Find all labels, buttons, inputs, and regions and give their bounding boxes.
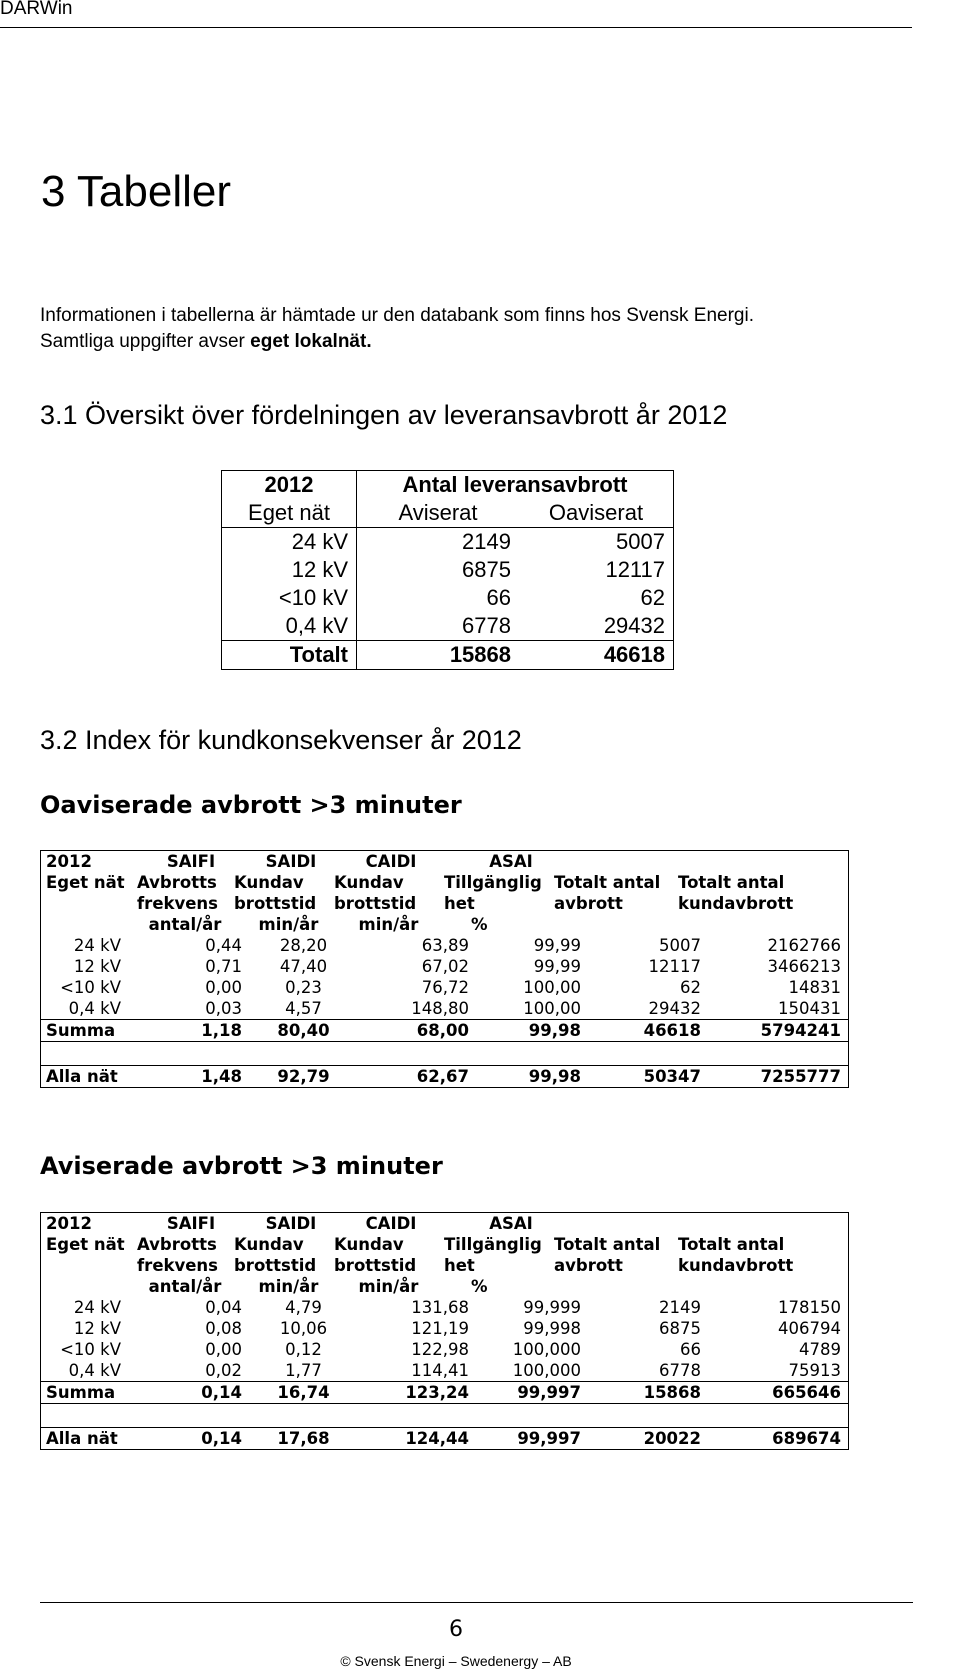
- cell-saifi: 0,00: [205, 1340, 242, 1359]
- cell-saidi: brottstid: [234, 1256, 317, 1275]
- cell-net: 24 kV: [222, 528, 357, 557]
- table-row: [41, 956, 848, 977]
- cell-total-customer-outages: kundavbrott: [678, 1256, 794, 1275]
- cell-caidi: 67,02: [421, 957, 469, 976]
- cell-total-outages: Totalt antal: [554, 1235, 661, 1254]
- cell-caidi: min/år: [358, 1277, 419, 1296]
- cell-oaviserat: 5007: [616, 529, 665, 554]
- cell-saidi: 17,68: [277, 1429, 330, 1448]
- unplanned-index-table: [40, 850, 849, 1088]
- table-row: [222, 612, 673, 641]
- intro-line-1: Informationen i tabellerna är hämtade ur den databank som finns hos Svensk Energi.: [40, 305, 754, 326]
- col-eget-nat: Eget nät: [222, 499, 357, 528]
- cell-asai: 99,997: [517, 1383, 581, 1402]
- cell-saifi: antal/år: [148, 915, 222, 934]
- cell-caidi: 62,67: [416, 1067, 469, 1086]
- table-header-row: [222, 471, 673, 499]
- cell-saidi: min/år: [258, 915, 319, 934]
- table-row: [222, 528, 673, 557]
- cell-net: Alla nät: [46, 1067, 118, 1086]
- cell-net: 24 kV: [73, 936, 121, 955]
- cell-net: Eget nät: [46, 873, 125, 892]
- cell-total-customer-outages: Totalt antal: [678, 1235, 785, 1254]
- cell-saifi: 1,48: [201, 1067, 242, 1086]
- cell-caidi: 123,24: [405, 1383, 469, 1402]
- cell-total-customer-outages: 14831: [788, 978, 841, 997]
- cell-total-outages: 62: [680, 978, 701, 997]
- cell-asai: %: [471, 1277, 488, 1296]
- cell-saidi: SAIDI: [265, 852, 317, 871]
- cell-saifi: 1,18: [201, 1021, 242, 1040]
- outage-count-table: [222, 471, 673, 669]
- header-row-names-cont: [41, 893, 848, 914]
- cell-asai: 100,000: [512, 1361, 581, 1380]
- header-row-names: [41, 1234, 848, 1255]
- cell-saidi: 16,74: [277, 1383, 330, 1402]
- cell-total-outages: 12117: [648, 957, 701, 976]
- cell-net: 2012: [46, 852, 92, 871]
- cell-net: Summa: [46, 1021, 116, 1040]
- header-row-units: [41, 914, 848, 935]
- cell-caidi: 131,68: [411, 1298, 469, 1317]
- cell-saidi: min/år: [258, 1277, 319, 1296]
- cell-asai: 99,998: [523, 1319, 581, 1338]
- cell-asai: %: [471, 915, 488, 934]
- cell-caidi: 76,72: [421, 978, 469, 997]
- cell-asai: Tillgänglig: [444, 873, 542, 892]
- cell-net: Summa: [46, 1383, 116, 1402]
- cell-saifi: 0,04: [205, 1298, 242, 1317]
- cell-caidi: min/år: [358, 915, 419, 934]
- cell-saifi: 0,02: [205, 1361, 242, 1380]
- intro-emphasis: eget lokalnät.: [250, 331, 372, 352]
- table-row: [41, 998, 848, 1019]
- cell-total-customer-outages: Totalt antal: [678, 873, 785, 892]
- cell-saifi: frekvens: [137, 1256, 218, 1275]
- cell-net: 12 kV: [222, 556, 357, 584]
- cell-total-customer-outages: 75913: [788, 1361, 841, 1380]
- header-row-names: [41, 872, 848, 893]
- cell-saidi: 0,12: [285, 1340, 322, 1359]
- cell-saidi: Kundav: [234, 1235, 304, 1254]
- spacer-row: [41, 1403, 848, 1427]
- cell-asai: het: [444, 894, 475, 913]
- all-networks-row: [41, 1065, 848, 1087]
- cell-total-outages: 2149: [659, 1298, 701, 1317]
- cell-asai: ASAI: [489, 852, 533, 871]
- cell-asai: 100,000: [512, 1340, 581, 1359]
- page-number: 6: [449, 1617, 463, 1642]
- cell-saidi: Kundav: [234, 873, 304, 892]
- cell-total-oaviserat: 46618: [519, 641, 673, 670]
- cell-total-customer-outages: 406794: [778, 1319, 841, 1338]
- cell-caidi: 148,80: [411, 999, 469, 1018]
- cell-total-customer-outages: 2162766: [767, 936, 841, 955]
- cell-saidi: 92,79: [277, 1067, 330, 1086]
- cell-total-outages: 5007: [659, 936, 701, 955]
- section-3-1-heading: 3.1 Översikt över fördelningen av leveransavbrott år 2012: [40, 400, 728, 430]
- header-title: Antal leveransavbrott: [402, 472, 628, 497]
- cell-asai: 100,00: [523, 999, 581, 1018]
- cell-caidi: 63,89: [421, 936, 469, 955]
- table-row: [41, 935, 848, 956]
- cell-saifi: antal/år: [148, 1277, 222, 1296]
- cell-saidi: brottstid: [234, 894, 317, 913]
- cell-net: Alla nät: [46, 1429, 118, 1448]
- table-row: [222, 584, 673, 612]
- all-networks-row: [41, 1427, 848, 1449]
- cell-net: 12 kV: [73, 1319, 121, 1338]
- cell-total-outages: avbrott: [554, 1256, 623, 1275]
- cell-total-outages: 6875: [659, 1319, 701, 1338]
- cell-net: 12 kV: [73, 957, 121, 976]
- cell-total-outages: 20022: [643, 1429, 701, 1448]
- cell-asai: het: [444, 1256, 475, 1275]
- header-rule: [0, 27, 912, 28]
- cell-asai: 99,99: [533, 936, 581, 955]
- cell-net: 0,4 kV: [222, 612, 357, 641]
- cell-saidi: 47,40: [279, 957, 328, 976]
- table-total-row: [222, 641, 673, 670]
- cell-asai: 99,98: [528, 1021, 581, 1040]
- header-row-names-cont: [41, 1255, 848, 1276]
- cell-saidi: 28,20: [279, 936, 328, 955]
- cell-net: <10 kV: [60, 1340, 121, 1359]
- cell-net: 24 kV: [73, 1298, 121, 1317]
- cell-saifi: Avbrotts: [137, 1235, 217, 1254]
- chapter-heading: 3 Tabeller: [41, 167, 231, 216]
- cell-net: 2012: [46, 1214, 92, 1233]
- cell-caidi: CAIDI: [365, 1214, 417, 1233]
- cell-total-outages: 6778: [659, 1361, 701, 1380]
- cell-saifi: 0,08: [205, 1319, 242, 1338]
- summa-row: [41, 1019, 848, 1041]
- app-title: DARWin: [0, 0, 73, 19]
- intro-line-2: Samtliga uppgifter avser eget lokalnät.: [40, 331, 372, 352]
- header-row-indices: [41, 851, 848, 872]
- planned-heading: Aviserade avbrott >3 minuter: [40, 1152, 443, 1180]
- cell-asai: 99,997: [517, 1429, 581, 1448]
- summa-row: [41, 1381, 848, 1403]
- table-column-row: [222, 499, 673, 528]
- cell-total-customer-outages: 689674: [772, 1429, 841, 1448]
- cell-asai: 99,999: [523, 1298, 581, 1317]
- cell-saidi: 1,77: [285, 1361, 322, 1380]
- cell-aviserat: 66: [486, 585, 511, 610]
- cell-saidi: 10,06: [279, 1319, 328, 1338]
- copyright: © Svensk Energi – Swedenergy – AB: [340, 1653, 572, 1669]
- cell-total-outages: 15868: [643, 1383, 701, 1402]
- cell-total-customer-outages: 150431: [778, 999, 841, 1018]
- header-year: 2012: [222, 471, 357, 499]
- cell-saifi: 0,00: [205, 978, 242, 997]
- cell-total-outages: 46618: [643, 1021, 701, 1040]
- table-row: [41, 977, 848, 998]
- cell-net: 0,4 kV: [68, 999, 121, 1018]
- unplanned-heading: Oaviserade avbrott >3 minuter: [40, 791, 462, 819]
- cell-aviserat: 6778: [462, 613, 511, 638]
- table-row: [41, 1339, 848, 1360]
- cell-saidi: 0,23: [285, 978, 322, 997]
- cell-saifi: 0,14: [201, 1429, 242, 1448]
- cell-oaviserat: 12117: [605, 557, 665, 582]
- cell-caidi: brottstid: [334, 1256, 417, 1275]
- cell-total-outages: 29432: [648, 999, 701, 1018]
- cell-caidi: Kundav: [334, 873, 404, 892]
- table-row: [222, 556, 673, 584]
- cell-net: <10 kV: [222, 584, 357, 612]
- section-3-2-heading: 3.2 Index för kundkonsekvenser år 2012: [40, 725, 522, 755]
- planned-index-table: [40, 1212, 849, 1450]
- header-row-units: [41, 1276, 848, 1297]
- cell-total-customer-outages: 178150: [778, 1298, 841, 1317]
- cell-net: 0,4 kV: [68, 1361, 121, 1380]
- cell-saifi: 0,71: [205, 957, 242, 976]
- cell-saidi: 4,79: [285, 1298, 322, 1317]
- cell-caidi: Kundav: [334, 1235, 404, 1254]
- cell-caidi: 124,44: [405, 1429, 469, 1448]
- intro-paragraph: [40, 303, 754, 355]
- cell-asai: 99,99: [533, 957, 581, 976]
- cell-asai: Tillgänglig: [444, 1235, 542, 1254]
- cell-total-customer-outages: 7255777: [760, 1067, 841, 1086]
- cell-total-outages: 50347: [643, 1067, 701, 1086]
- cell-caidi: 114,41: [411, 1361, 469, 1380]
- cell-caidi: CAIDI: [365, 852, 417, 871]
- cell-asai: 100,00: [523, 978, 581, 997]
- cell-aviserat: 2149: [462, 529, 511, 554]
- cell-aviserat: 6875: [462, 557, 511, 582]
- cell-total-customer-outages: 4789: [799, 1340, 841, 1359]
- table-row: [41, 1318, 848, 1339]
- cell-caidi: brottstid: [334, 894, 417, 913]
- table-row: [41, 1297, 848, 1318]
- cell-caidi: 122,98: [411, 1340, 469, 1359]
- cell-oaviserat: 29432: [603, 613, 665, 638]
- cell-oaviserat: 62: [640, 585, 665, 610]
- table-row: [41, 1360, 848, 1381]
- cell-saifi: 0,14: [201, 1383, 242, 1402]
- footer-rule: [40, 1602, 913, 1603]
- cell-total-customer-outages: 3466213: [767, 957, 841, 976]
- cell-total-customer-outages: kundavbrott: [678, 894, 794, 913]
- cell-total-customer-outages: 665646: [772, 1383, 841, 1402]
- cell-caidi: 68,00: [416, 1021, 469, 1040]
- cell-saifi: SAIFI: [166, 1214, 216, 1233]
- cell-net: Eget nät: [46, 1235, 125, 1254]
- cell-asai: 99,98: [528, 1067, 581, 1086]
- cell-saifi: SAIFI: [166, 852, 216, 871]
- cell-saidi: SAIDI: [265, 1214, 317, 1233]
- cell-total-aviserat: 15868: [357, 641, 520, 670]
- cell-saifi: Avbrotts: [137, 873, 217, 892]
- cell-total-outages: Totalt antal: [554, 873, 661, 892]
- cell-total-customer-outages: 5794241: [760, 1021, 841, 1040]
- cell-total-label: Totalt: [222, 641, 357, 670]
- cell-asai: ASAI: [489, 1214, 533, 1233]
- spacer-row: [41, 1041, 848, 1065]
- cell-caidi: 121,19: [411, 1319, 469, 1338]
- cell-saidi: 80,40: [277, 1021, 330, 1040]
- cell-net: <10 kV: [60, 978, 121, 997]
- col-aviserat: Aviserat: [357, 499, 520, 528]
- cell-total-outages: avbrott: [554, 894, 623, 913]
- cell-saifi: frekvens: [137, 894, 218, 913]
- cell-saifi: 0,44: [205, 936, 242, 955]
- cell-total-outages: 66: [680, 1340, 701, 1359]
- cell-saidi: 4,57: [285, 999, 322, 1018]
- cell-saifi: 0,03: [205, 999, 242, 1018]
- col-oaviserat: Oaviserat: [519, 499, 673, 528]
- header-row-indices: [41, 1213, 848, 1234]
